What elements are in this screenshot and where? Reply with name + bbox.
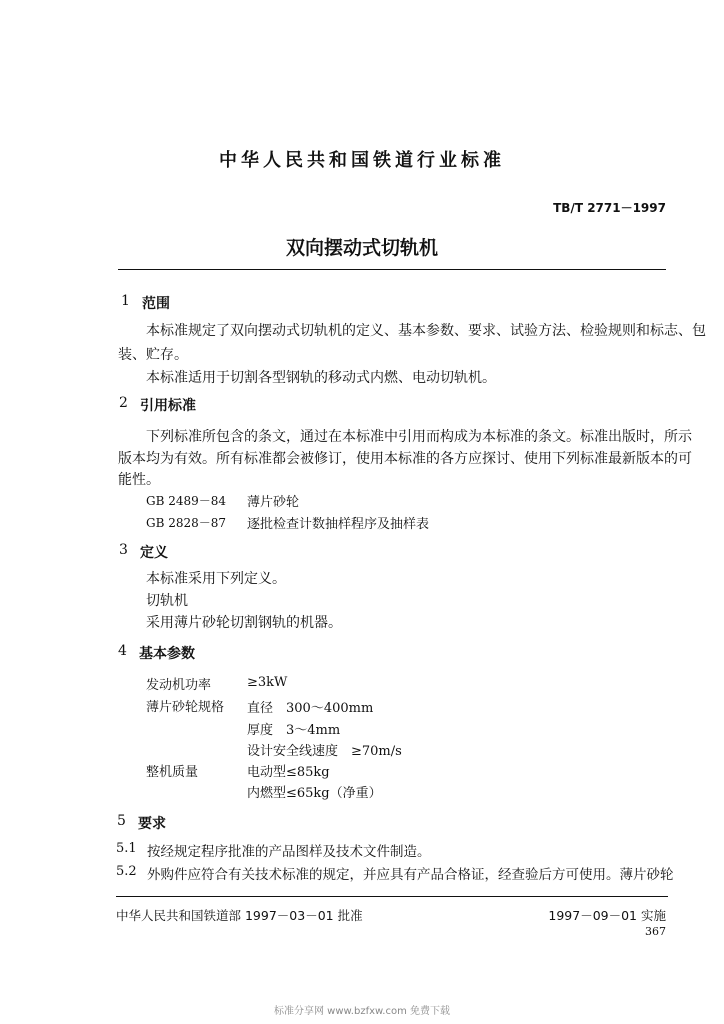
section-2-number: 2 xyxy=(119,395,128,411)
param-value: 设计安全线速度 ≥70m/s xyxy=(247,744,402,759)
param-value: ≥3kW xyxy=(247,675,288,690)
param-value: 直径 300～400mm xyxy=(247,701,374,716)
param-value: 电动型≤85kg xyxy=(247,765,330,780)
section-3-term: 切轨机 xyxy=(146,593,188,609)
standard-code: TB/T 2771－1997 xyxy=(553,201,666,215)
section-4-number: 4 xyxy=(118,643,127,659)
section-4-title: 基本参数 xyxy=(139,646,195,662)
param-label: 薄片砂轮规格 xyxy=(146,700,225,715)
param-label: 整机质量 xyxy=(146,765,199,780)
page-number: 367 xyxy=(645,925,666,938)
clause-text: 外购件应符合有关技术标准的规定，并应具有产品合格证，经查验后方可使用。薄片砂轮 xyxy=(147,867,674,883)
clause-number: 5.1 xyxy=(116,841,137,856)
reference-code: GB 2489－84 xyxy=(146,494,227,508)
section-5-title: 要求 xyxy=(138,816,166,832)
watermark: 标准分享网 www.bzfxw.com 免费下载 xyxy=(274,1006,450,1017)
approval-line: 中华人民共和国铁道部 1997－03－01 批准 xyxy=(116,908,363,923)
section-2-para-line-1: 下列标准所包含的条文，通过在本标准中引用而构成为本标准的条文。标准出版时，所示 xyxy=(146,429,692,445)
reference-name: 薄片砂轮 xyxy=(247,495,300,510)
section-2-para-line-2: 版本均为有效。所有标准都会被修订，使用本标准的各方应探讨、使用下列标准最新版本的可 xyxy=(118,451,692,467)
clause-number: 5.2 xyxy=(116,864,137,879)
section-2-title: 引用标准 xyxy=(140,398,196,414)
section-3-para: 本标准采用下列定义。 xyxy=(146,571,286,587)
section-1-para-2: 本标准适用于切割各型钢轨的移动式内燃、电动切轨机。 xyxy=(146,370,496,386)
param-value: 厚度 3～4mm xyxy=(247,723,341,738)
section-3-title: 定义 xyxy=(140,545,168,561)
param-value: 内燃型≤65kg（净重） xyxy=(247,786,382,801)
section-1-title: 范围 xyxy=(142,296,170,312)
clause-text: 按经规定程序批准的产品图样及技术文件制造。 xyxy=(147,844,431,860)
title-rule xyxy=(118,269,666,270)
section-2-para-line-3: 能性。 xyxy=(118,472,160,488)
document-title: 双向摆动式切轨机 xyxy=(285,237,438,259)
section-5-number: 5 xyxy=(117,813,126,829)
section-1-para-1-line-2: 装、贮存。 xyxy=(118,347,188,363)
section-1-para-1-line-1: 本标准规定了双向摆动式切轨机的定义、基本参数、要求、试验方法、检验规则和标志、包 xyxy=(146,323,706,339)
reference-name: 逐批检查计数抽样程序及抽样表 xyxy=(247,517,430,532)
section-3-number: 3 xyxy=(119,542,128,558)
section-1-number: 1 xyxy=(121,293,130,309)
reference-code: GB 2828－87 xyxy=(146,516,227,530)
org-title: 中华人民共和国铁道行业标准 xyxy=(219,150,505,171)
section-3-definition: 采用薄片砂轮切割钢轨的机器。 xyxy=(146,615,342,631)
param-label: 发动机功率 xyxy=(146,678,212,693)
footer-rule xyxy=(116,896,668,897)
implementation-date: 1997－09－01 实施 xyxy=(548,908,666,923)
